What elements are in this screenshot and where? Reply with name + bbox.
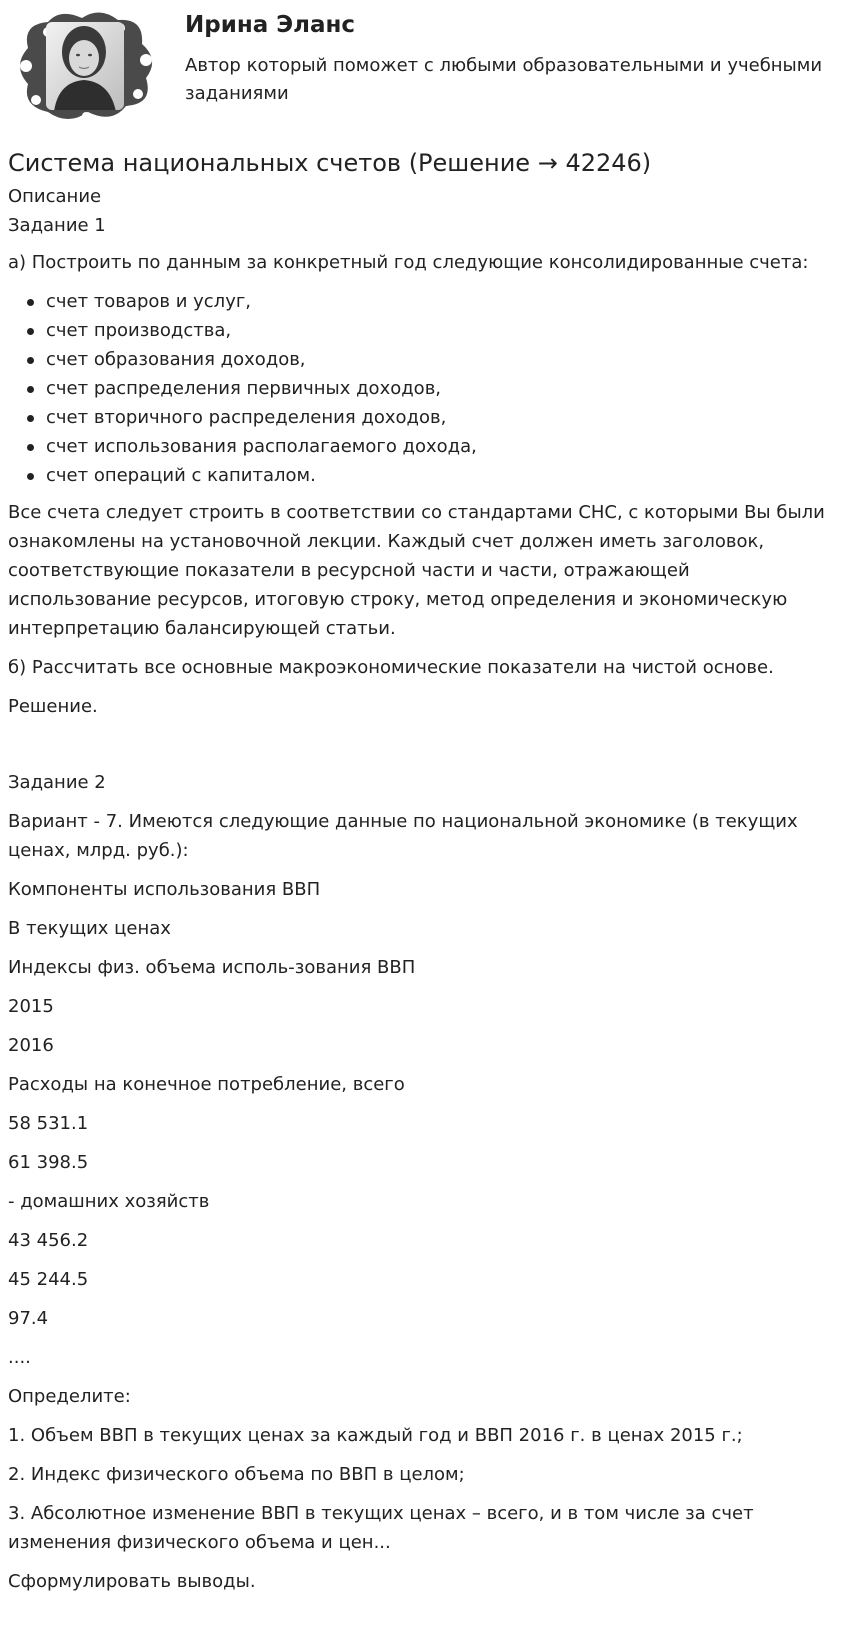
table-line: 97.4 bbox=[8, 1308, 49, 1329]
list-item: счет вторичного распределения доходов, bbox=[46, 403, 838, 432]
table-line: 58 531.1 bbox=[8, 1113, 89, 1134]
determine-label: Определите: bbox=[8, 1386, 131, 1407]
task1-label: Задание 1 bbox=[8, 215, 106, 236]
author-avatar-photo bbox=[8, 8, 162, 124]
accounts-list bbox=[8, 287, 838, 490]
bullet-icon bbox=[27, 386, 34, 393]
list-item: счет распределения первичных доходов, bbox=[46, 374, 838, 403]
list-item: счет производства, bbox=[46, 316, 838, 345]
table-line: 2015 bbox=[8, 996, 54, 1017]
document-content bbox=[8, 146, 838, 1606]
bullet-icon bbox=[27, 328, 34, 335]
table-line: - домашних хозяйств bbox=[8, 1191, 210, 1212]
document-title: Система национальных счетов (Решение → 42246) bbox=[8, 149, 652, 177]
table-line: 43 456.2 bbox=[8, 1230, 89, 1251]
question-item: 1. Объем ВВП в текущих ценах за каждый год и ВВП 2016 г. в ценах 2015 г.; bbox=[8, 1425, 743, 1446]
list-item: счет товаров и услуг, bbox=[46, 287, 838, 316]
question-item: 3. Абсолютное изменение ВВП в текущих ценах – всего, и в том числе за счет изменения физического объема и цен... bbox=[8, 1503, 754, 1553]
table-line: .... bbox=[8, 1347, 31, 1368]
bullet-icon bbox=[27, 299, 34, 306]
question-item: 2. Индекс физического объема по ВВП в целом; bbox=[8, 1464, 465, 1485]
table-line: Компоненты использования ВВП bbox=[8, 879, 321, 900]
author-name: Ирина Эланс bbox=[185, 12, 356, 38]
solution-label: Решение. bbox=[8, 696, 98, 717]
author-description: Автор который поможет с любыми образовательными и учебными заданиями bbox=[185, 55, 823, 104]
table-line: 2016 bbox=[8, 1035, 54, 1056]
task2-intro: Вариант - 7. Имеются следующие данные по национальной экономике (в текущих ценах, млрд. руб.): bbox=[8, 811, 798, 861]
task1-part-a: а) Построить по данным за конкретный год следующие консолидированные счета: bbox=[8, 252, 809, 273]
task1-part-b: б) Рассчитать все основные макроэкономические показатели на чистой основе. bbox=[8, 657, 774, 678]
bullet-icon bbox=[27, 415, 34, 422]
author-card bbox=[8, 6, 838, 126]
description-label: Описание bbox=[8, 186, 102, 207]
task1-note: Все счета следует строить в соответствии со стандартами СНС, с которыми Вы были ознакомлены на установочной лекции. Каждый счет должен иметь заголовок, соответствующие показатели в ресурсной части и части, отражающей использование ресурсов, итоговую строку, метод определения и экономическую интерпретацию балансирующей статьи. bbox=[8, 502, 825, 639]
list-item: счет операций с капиталом. bbox=[46, 461, 838, 490]
bullet-icon bbox=[27, 357, 34, 364]
table-line: Расходы на конечное потребление, всего bbox=[8, 1074, 405, 1095]
list-item: счет образования доходов, bbox=[46, 345, 838, 374]
list-item: счет использования располагаемого дохода, bbox=[46, 432, 838, 461]
table-line: В текущих ценах bbox=[8, 918, 171, 939]
conclusion: Сформулировать выводы. bbox=[8, 1571, 256, 1592]
table-line: 61 398.5 bbox=[8, 1152, 89, 1173]
bullet-icon bbox=[27, 473, 34, 480]
table-line: Индексы физ. объема исполь-зования ВВП bbox=[8, 957, 416, 978]
bullet-icon bbox=[27, 444, 34, 451]
task2-label: Задание 2 bbox=[8, 772, 106, 793]
table-line: 45 244.5 bbox=[8, 1269, 89, 1290]
